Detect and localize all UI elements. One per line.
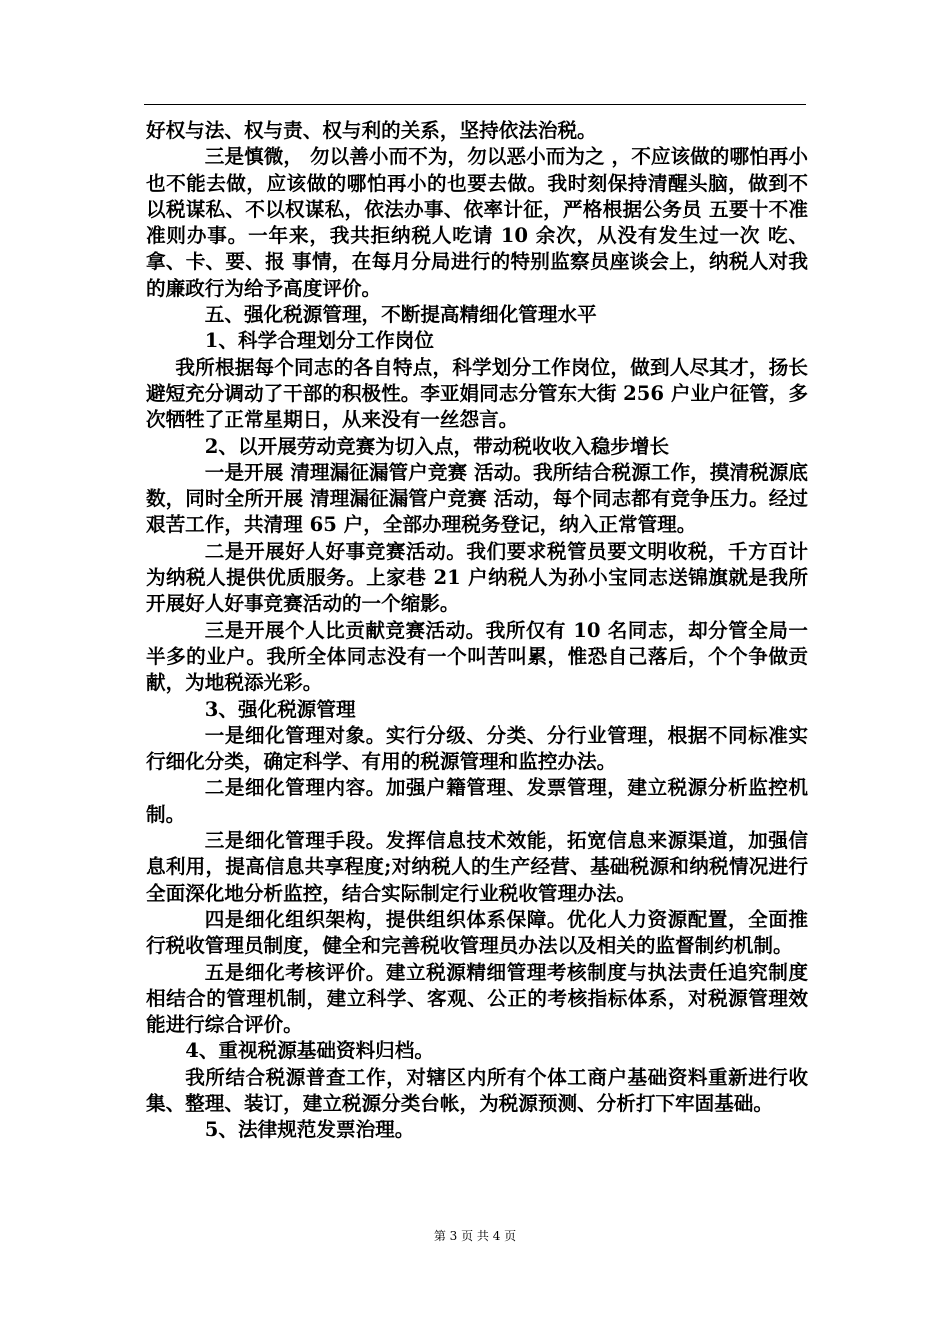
paragraph: 1、科学合理划分工作岗位 xyxy=(204,329,434,353)
paragraph: 二是开展好人好事竞赛活动。我们要求税管员要文明收税，千方百计为纳税人提供优质服务。上家巷 21 户纳税人为孙小宝同志送锦旗就是我所开展好人好事竞赛活动的一个缩影。 xyxy=(146,539,808,616)
paragraph: 2、以开展劳动竞赛为切入点，带动税收收入稳步增长 xyxy=(204,434,670,458)
paragraph: 三是慎微， 勿以善小而不为，勿以恶小而为之 ，不应该做的哪怕再小也不能去做，应该做的哪怕再小的也要去做。我时刻保持清醒头脑，做到不以税谋私、不以权谋私，依法办事、依率计征，严格根据公务员 五要十不准 准则办事。一年来，我共拒纳税人吃请 10 余次，从没有发生过一次 吃、拿、卡、要、报 事情，在每月分局进行的特别监察员座谈会上，纳税人对我的廉政行为给予高度评价。 xyxy=(146,145,808,300)
paragraph: 5、法律规范发票治理。 xyxy=(204,1118,415,1142)
paragraph: 我所根据每个同志的各自特点，科学划分工作岗位，做到人尽其才，扬长避短充分调动了干部的积极性。李亚娟同志分管东大街 256 户业户征管，多次牺牲了正常星期日，从来没有一丝怨言。 xyxy=(146,355,808,432)
paragraph: 三是细化管理手段。发挥信息技术效能，拓宽信息来源渠道，加强信息利用，提高信息共享程度;对纳税人的生产经营、基础税源和纳税情况进行全面深化地分析监控，结合实际制定行业税收管理办法。 xyxy=(146,829,808,905)
paragraph: 我所结合税源普查工作，对辖区内所有个体工商户基础资料重新进行收集、整理、装订，建立税源分类台帐，为税源预测、分析打下牢固基础。 xyxy=(146,1065,808,1115)
paragraph: 五、强化税源管理，不断提高精细化管理水平 xyxy=(204,303,597,327)
header-rule xyxy=(144,104,806,105)
paragraph: 二是细化管理内容。加强户籍管理、发票管理，建立税源分析监控机制。 xyxy=(146,776,808,826)
document-body xyxy=(146,118,808,1144)
paragraph: 一是开展 清理漏征漏管户竞赛 活动。我所结合税源工作，摸清税源底数，同时全所开展 清理漏征漏管户竞赛 活动，每个同志都有竞争压力。经过艰苦工作，共清理 65 户，全部办理税务登记，纳入正常管理。 xyxy=(146,460,808,537)
page-footer: 第 3 页 共 4 页 xyxy=(433,1229,517,1243)
paragraph: 3、强化税源管理 xyxy=(204,697,356,721)
paragraph: 一是细化管理对象。实行分级、分类、分行业管理，根据不同标准实行细化分类，确定科学、有用的税源管理和监控办法。 xyxy=(146,723,808,774)
paragraph: 四是细化组织架构，提供组织体系保障。优化人力资源配置，全面推行税收管理员制度，健全和完善税收管理员办法以及相关的监督制约机制。 xyxy=(146,907,808,958)
paragraph: 五是细化考核评价。建立税源精细管理考核制度与执法责任追究制度相结合的管理机制，建立科学、客观、公正的考核指标体系，对税源管理效能进行综合评价。 xyxy=(146,960,808,1037)
paragraph: 三是开展个人比贡献竞赛活动。我所仅有 10 名同志，却分管全局一半多的业户。我所全体同志没有一个叫苦叫累，惟恐自己落后，个个争做贡献，为地税添光彩。 xyxy=(146,618,808,695)
paragraph: 好权与法、权与责、权与利的关系，坚持依法治税。 xyxy=(146,119,597,142)
paragraph: 4、重视税源基础资料归档。 xyxy=(185,1039,434,1063)
